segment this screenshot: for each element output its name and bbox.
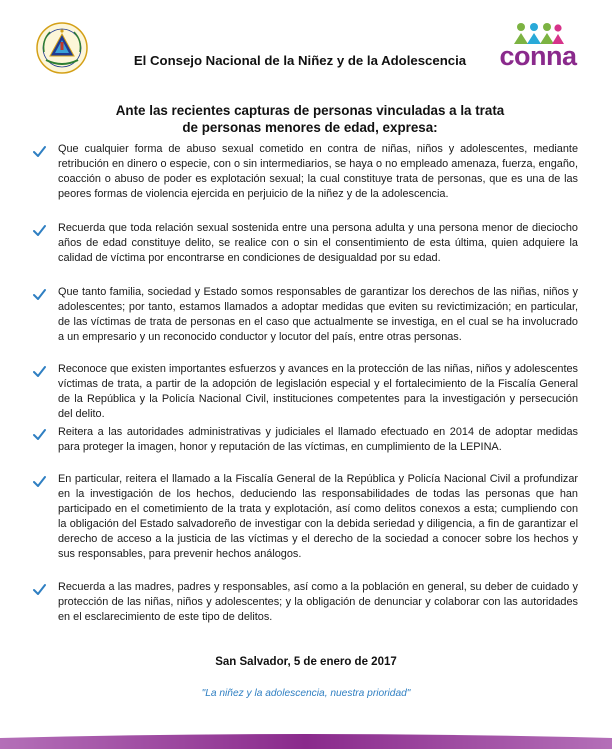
checkmark-icon bbox=[33, 428, 46, 441]
list-item-text: Reconoce que existen importantes esfuerzos y avances en la protección de las niñas, niños y adolescentes víctimas de trata, a partir de la adopción de legislación especial y el fortalecimiento de la Fiscalía General de la República y la Policía Nacional Civil, instituciones competentes para la investigación y persecución del delito. bbox=[58, 363, 578, 421]
checkmark-icon bbox=[33, 288, 46, 301]
checkmark-icon bbox=[33, 145, 46, 158]
checkmark-icon bbox=[33, 583, 46, 596]
document-header bbox=[0, 0, 612, 95]
checkmark-icon bbox=[33, 224, 46, 237]
list-item-text: En particular, reitera el llamado a la Fiscalía General de la República y Policía Nacional Civil a profundizar en la investigación de los hechos, deduciendo las responsabilidades de todas las personas que han participado en el cometimiento de la trata y explotación, así como delitos conexos a esta; cumpliendo con la obligación del Estado salvadoreño de investigar con la debida seriedad y diligencia, a fin de garantizar el derecho de acceso a la justicia de las víctimas y el derecho de la sociedad a conocer sobre los hechos y sus responsables, para prevenir hechos análogos. bbox=[58, 473, 578, 561]
list-item-text: Que tanto familia, sociedad y Estado somos responsables de garantizar los derechos de las niñas, niños y adolescentes; por tanto, estamos llamados a adoptar medidas que eviten su revictimización; en particular, de las víctimas de trata de personas en el caso que actualmente se investiga, en el cual se ha involucrado a un empresario y un reconocido conductor y locutor del país, entre otras personas. bbox=[58, 286, 578, 344]
list-item-text: Reitera a las autoridades administrativas y judiciales el llamado efectuado en 2014 de adoptar medidas para proteger la imagen, honor y reputación de las víctimas, en cumplimiento de la LEPINA. bbox=[58, 426, 578, 454]
coat-of-arms-icon bbox=[36, 22, 88, 74]
list-item-text: Recuerda a las madres, padres y responsables, así como a la población en general, su deber de cuidado y protección de las niñas, niños y adolescentes; y la obligación de denunciar y colaborar con las autoridades en el esclarecimiento de este tipo de delitos. bbox=[58, 581, 578, 624]
header-title: El Consejo Nacional de la Niñez y de la Adolescencia bbox=[133, 53, 467, 68]
checkmark-icon bbox=[33, 365, 46, 378]
statement-heading bbox=[70, 103, 550, 136]
heading-line-1: Ante las recientes capturas de personas vinculadas a la trata bbox=[115, 103, 505, 118]
conna-logo bbox=[496, 22, 580, 72]
footer-band bbox=[0, 730, 612, 749]
list-item-text: Que cualquier forma de abuso sexual cometido en contra de niñas, niños y adolescentes, mediante retribución en dinero o especie, con o sin intermediarios, se haya o no empleado amenaza, fuerza, engaño, coacción o abuso de poder es explotación sexual; la cual constituye trata de personas, que es una de las peores formas de violencia ejercida en perjuicio de la niñez y de la adolescencia. bbox=[58, 143, 578, 201]
list-item-text: Recuerda que toda relación sexual sostenida entre una persona adulta y una persona menor de dieciocho años de edad constituye delito, se realice con o sin el consentimiento de esta última, quien adquiere la calidad de víctima por encontrarse en condiciones de desigualdad por su edad. bbox=[58, 222, 578, 265]
checkmark-icon bbox=[33, 475, 46, 488]
heading-line-2: de personas menores de edad, expresa: bbox=[182, 119, 438, 135]
logo-text: conna bbox=[499, 41, 577, 71]
motto: "La niñez y la adolescencia, nuestra prioridad" bbox=[201, 688, 411, 699]
dateline: San Salvador, 5 de enero de 2017 bbox=[215, 656, 397, 668]
